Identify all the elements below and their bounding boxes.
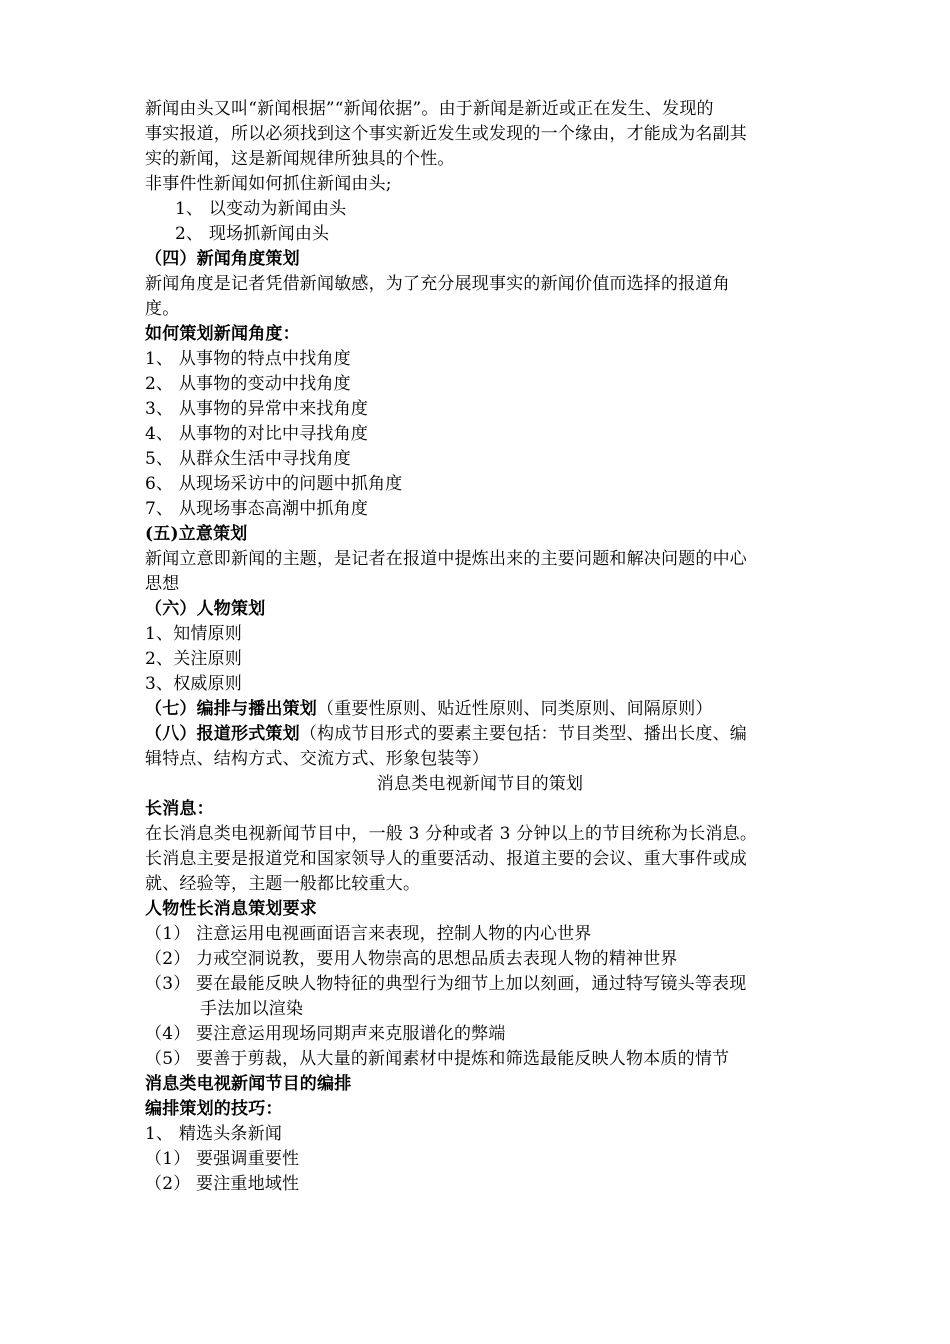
- list-item: （2） 力戒空洞说教，要用人物崇高的思想品质去表现人物的精神世界: [145, 949, 678, 969]
- list-item: 1、 从事物的特点中找角度: [145, 349, 351, 369]
- list-item: （1） 注意运用电视画面语言来表现，控制人物的内心世界: [145, 924, 592, 944]
- paragraph-line: 思想: [145, 574, 180, 594]
- paragraph-line: 在长消息类电视新闻节目中，一般 3 分种或者 3 分钟以上的节目统称为长消息。: [145, 824, 758, 844]
- list-item: 1、 以变动为新闻由头: [175, 199, 347, 219]
- chapter-title: 消息类电视新闻节目的策划: [376, 774, 584, 794]
- paragraph-line: 就、经验等，主题一般都比较重大。: [145, 874, 421, 894]
- list-item: 6、 从现场采访中的问题中抓角度: [145, 474, 403, 494]
- paragraph-line: 非事件性新闻如何抓住新闻由头;: [145, 174, 392, 194]
- section-note: （重要性原则、贴近性原则、同类原则、间隔原则）: [317, 699, 713, 719]
- list-item: （3） 要在最能反映人物特征的典型行为细节上加以刻画，通过特写镜头等表现: [145, 974, 747, 994]
- subsection-heading: 如何策划新闻角度：: [145, 324, 300, 344]
- paragraph-line: 长消息主要是报道党和国家领导人的重要活动、报道主要的会议、重大事件或成: [145, 849, 747, 869]
- list-item: 2、关注原则: [145, 649, 243, 669]
- list-item: 1、 精选头条新闻: [145, 1124, 283, 1144]
- section-heading-line: [145, 722, 815, 747]
- list-item: 3、权威原则: [145, 674, 243, 694]
- paragraph-line: 辑特点、结构方式、交流方式、形象包装等）: [145, 749, 489, 769]
- list-item: 5、 从群众生活中寻找角度: [145, 449, 351, 469]
- subsection-heading: 长消息：: [145, 799, 214, 819]
- list-item: （4） 要注意运用现场同期声来克服谱化的弊端: [145, 1024, 506, 1044]
- section-note: （构成节目形式的要素主要包括：节目类型、播出长度、编: [299, 724, 748, 744]
- list-item: （2） 要注重地域性: [145, 1174, 300, 1194]
- document-body: [145, 97, 815, 1197]
- section-heading: （八）报道形式策划: [145, 724, 300, 744]
- paragraph-line: 新闻由头又叫“新闻根据”“新闻依据”。由于新闻是新近或正在发生、发现的: [145, 99, 714, 119]
- subsection-heading: 消息类电视新闻节目的编排: [145, 1074, 352, 1094]
- paragraph-line: 实的新闻，这是新闻规律所独具的个性。: [145, 149, 455, 169]
- section-heading: (五)立意策划: [145, 524, 248, 544]
- paragraph-line: 度。: [145, 299, 180, 319]
- list-item: 3、 从事物的异常中来找角度: [145, 399, 369, 419]
- list-item: （1） 要强调重要性: [145, 1149, 300, 1169]
- section-heading: （四）新闻角度策划: [145, 249, 300, 269]
- subsection-heading: 人物性长消息策划要求: [145, 899, 317, 919]
- section-heading: （七）编排与播出策划: [145, 699, 317, 719]
- list-item: 7、 从现场事态高潮中抓角度: [145, 499, 369, 519]
- list-item: 1、知情原则: [145, 624, 243, 644]
- list-item: 2、 现场抓新闻由头: [175, 224, 330, 244]
- list-item: 2、 从事物的变动中找角度: [145, 374, 351, 394]
- list-item: （5） 要善于剪裁，从大量的新闻素材中提炼和筛选最能反映人物本质的情节: [145, 1049, 730, 1069]
- list-item-continuation: 手法加以渲染: [200, 999, 304, 1019]
- section-heading: （六）人物策划: [145, 599, 266, 619]
- subsection-heading: 编排策划的技巧：: [145, 1099, 283, 1119]
- paragraph-line: 新闻立意即新闻的主题，是记者在报道中提炼出来的主要问题和解决问题的中心: [145, 549, 747, 569]
- section-heading-line: [145, 697, 815, 722]
- paragraph-line: 事实报道，所以必须找到这个事实新近发生或发现的一个缘由，才能成为名副其: [145, 124, 747, 144]
- list-item: 4、 从事物的对比中寻找角度: [145, 424, 369, 444]
- paragraph-line: 新闻角度是记者凭借新闻敏感，为了充分展现事实的新闻价值而选择的报道角: [145, 274, 730, 294]
